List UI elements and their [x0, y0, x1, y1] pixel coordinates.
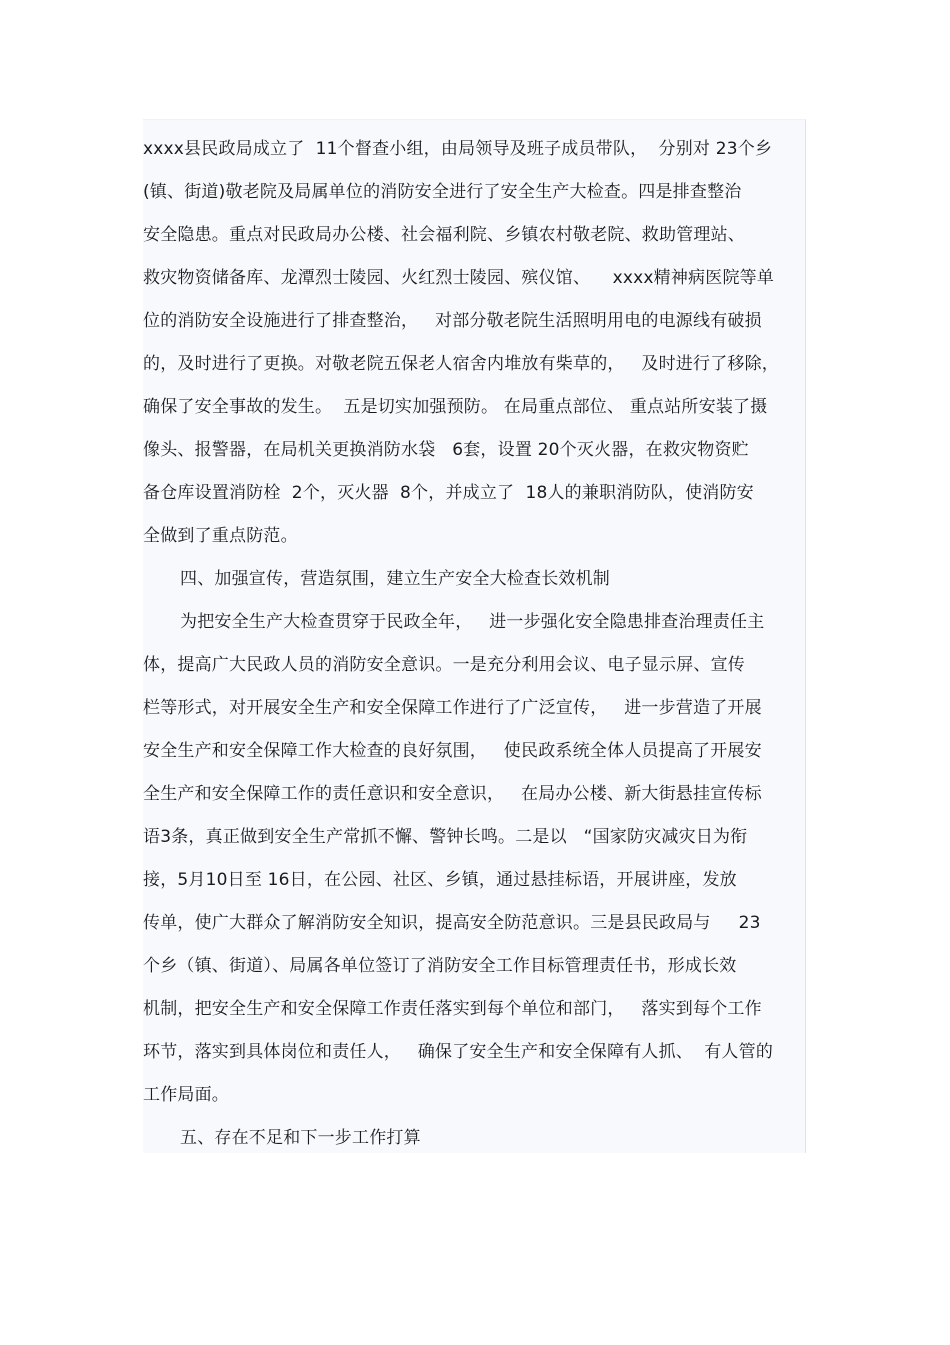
text-line: 确保了安全事故的发生。 五是切实加强预防。 在局重点部位、 重点站所安装了摄 [143, 397, 768, 417]
text-line: 备仓库设置消防栓 2个，灭火器 8个，并成立了 18人的兼职消防队，使消防安 [143, 483, 754, 503]
text-line: 机制，把安全生产和安全保障工作责任落实到每个单位和部门， 落实到每个工作 [143, 999, 762, 1019]
text-line: xxxx县民政局成立了 11个督查小组，由局领导及班子成员带队， 分别对 23个乡 [143, 139, 773, 159]
text-line: (镇、街道)敬老院及局属单位的消防安全进行了安全生产大检查。四是排查整治 [143, 182, 742, 202]
text-line: 栏等形式，对开展安全生产和安全保障工作进行了广泛宣传， 进一步营造了开展 [143, 698, 762, 718]
text-line: 语3条，真正做到安全生产常抓不懈、警钟长鸣。二是以 “国家防灾减灾日为衔 [143, 827, 748, 847]
text-line: 个乡（镇、街道）、局属各单位签订了消防安全工作目标管理责任书，形成长效 [143, 956, 737, 976]
text-line: 为把安全生产大检查贯穿于民政全年， 进一步强化安全隐患排查治理责任主 [180, 612, 765, 632]
text-line: 安全生产和安全保障工作大检查的良好氛围， 使民政系统全体人员提高了开展安 [143, 741, 762, 761]
text-line: 传单，使广大群众了解消防安全知识，提高安全防范意识。三是县民政局与 23 [143, 913, 761, 933]
text-line: 像头、报警器，在局机关更换消防水袋 6套，设置 20个灭火器，在救灾物资贮 [143, 440, 749, 460]
text-line: 环节，落实到具体岗位和责任人， 确保了安全生产和安全保障有人抓、 有人管的 [143, 1042, 774, 1062]
text-line: 全做到了重点防范。 [143, 526, 298, 546]
text-line: 体，提高广大民政人员的消防安全意识。一是充分利用会议、电子显示屏、宣传 [143, 655, 745, 675]
section-heading: 四、加强宣传，营造氛围，建立生产安全大检查长效机制 [180, 569, 610, 589]
text-line: 全生产和安全保障工作的责任意识和安全意识， 在局办公楼、新大街悬挂宣传标 [143, 784, 762, 804]
text-line: 位的消防安全设施进行了排查整治， 对部分敬老院生活照明用电的电源线有破损 [143, 311, 762, 331]
text-line: 救灾物资储备库、龙潭烈士陵园、火红烈士陵园、殡仪馆、 xxxx精神病医院等单 [143, 268, 775, 288]
text-line: 的，及时进行了更换。对敬老院五保老人宿舍内堆放有柴草的， 及时进行了移除， [143, 354, 780, 374]
text-line: 工作局面。 [143, 1085, 229, 1105]
document-text-block [143, 119, 806, 1153]
section-heading: 五、存在不足和下一步工作打算 [180, 1128, 421, 1148]
text-line: 安全隐患。重点对民政局办公楼、社会福利院、乡镇农村敬老院、救助管理站、 [143, 225, 745, 245]
text-line: 接，5月10日至 16日，在公园、社区、乡镇，通过悬挂标语，开展讲座，发放 [143, 870, 737, 890]
